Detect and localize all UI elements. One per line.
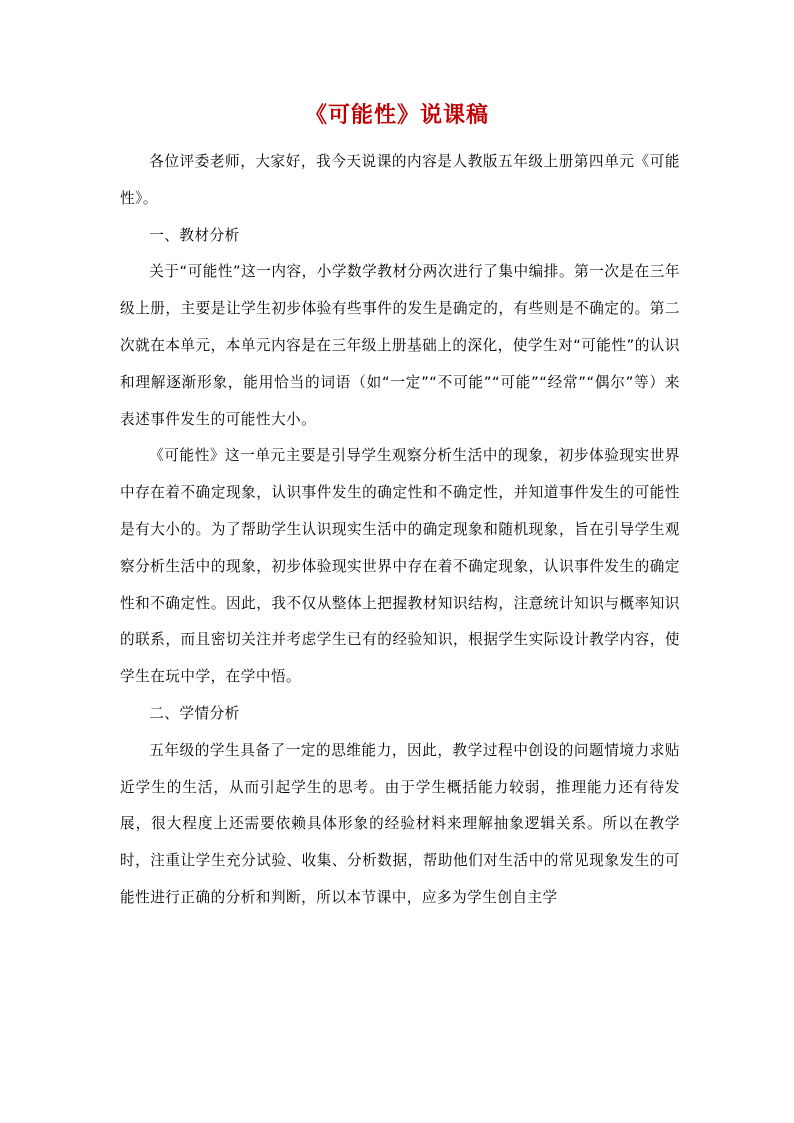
body-paragraph: 《可能性》这一单元主要是引导学生观察分析生活中的现象，初步体验现实世界中存在着不确定现象，认识事件发生的确定性和不确定性，并知道事件发生的可能性是有大小的。为了帮助学生认识现实生活中的确定现象和随机现象，旨在引导学生观察分析生活中的现象，初步体验现实世界中存在着不确定现象，认识事件发生的确定性和不确定性。因此，我不仅从整体上把握教材知识结构，注意统计知识与概率知识的联系，而且密切关注并考虑学生已有的经验知识，根据学生实际设计教学内容，使学生在玩中学，在学中悟。 xyxy=(120,447,680,686)
document-body xyxy=(120,144,680,917)
body-paragraph: 五年级的学生具备了一定的思维能力，因此，教学过程中创设的问题情境力求贴近学生的生活，从而引起学生的思考。由于学生概括能力较弱，推理能力还有待发展，很大程度上还需要依赖具体形象的经验材料来理解抽象逻辑关系。所以在教学时，注重让学生充分试验、收集、分析数据，帮助他们对生活中的常见现象发生的可能性进行正确的分析和判断，所以本节课中，应多为学生创自主学 xyxy=(120,741,680,906)
section-heading-student-analysis: 二、学情分析 xyxy=(149,704,240,722)
section-heading-textbook-analysis: 一、教材分析 xyxy=(149,226,240,244)
intro-paragraph: 各位评委老师，大家好，我今天说课的内容是人教版五年级上册第四单元《可能性》。 xyxy=(120,153,680,207)
body-paragraph: 关于“可能性”这一内容，小学数学教材分两次进行了集中编排。第一次是在三年级上册，主要是让学生初步体验有些事件的发生是确定的，有些则是不确定的。第二次就在本单元，本单元内容是在三年级上册基础上的深化，使学生对“可能性”的认识和理解逐渐形象，能用恰当的词语（如“一定”“不可能”“可能”“经常”“偶尔”等）来表述事件发生的可能性大小。 xyxy=(120,263,680,428)
page-title: 《可能性》说课稿 xyxy=(304,103,489,128)
